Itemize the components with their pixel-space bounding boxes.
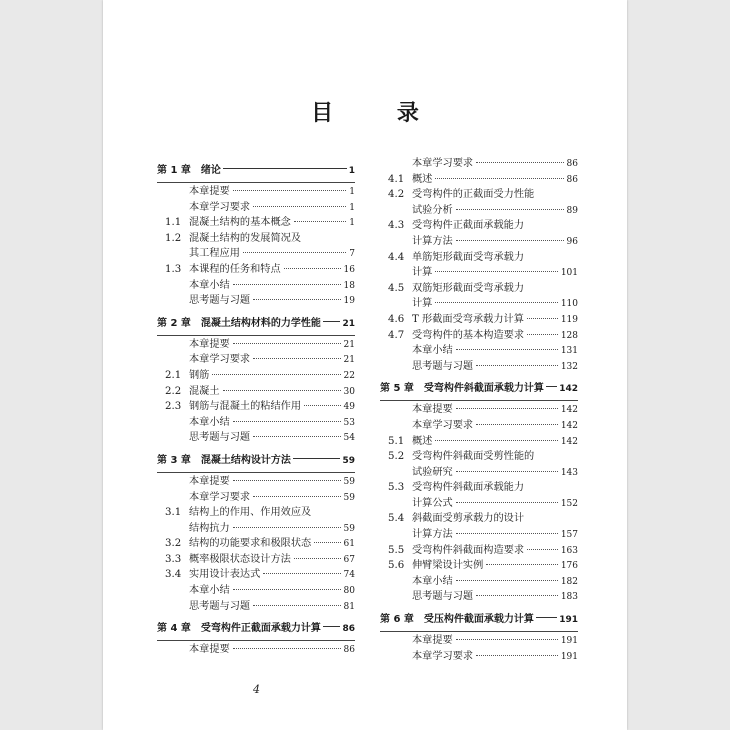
dot-leader [546, 386, 557, 387]
toc-entry[interactable] [380, 558, 578, 574]
entry-page-number: 22 [343, 370, 355, 381]
dot-leader [233, 421, 341, 422]
entry-title: 试验研究 [412, 466, 453, 478]
dot-leader [323, 321, 341, 322]
entry-page-number: 119 [560, 314, 578, 325]
dot-leader [253, 605, 340, 606]
toc-entry-continuation[interactable] [380, 496, 578, 512]
section-number: 5.2 [388, 451, 405, 463]
entry-title: 混凝土结构的基本概念 [189, 217, 291, 229]
entry-page-number: 21 [343, 355, 355, 366]
toc-entry[interactable] [380, 434, 578, 450]
chapter-number: 第 4 章 [157, 623, 191, 635]
chapter-title: 混凝土结构材料的力学性能 [200, 317, 321, 329]
toc-entry-continuation[interactable] [380, 527, 578, 543]
entry-title: 结构的功能要求和极限状态 [189, 538, 312, 550]
dot-leader [527, 318, 558, 319]
entry-page-number: 89 [566, 205, 578, 216]
toc-entry[interactable] [157, 215, 355, 231]
dot-leader [263, 573, 340, 574]
entry-title: 计算方法 [412, 235, 453, 247]
entry-title: 本章学习要求 [189, 354, 251, 366]
book-page [103, 0, 627, 730]
toc-column-right [380, 156, 578, 664]
entry-title: 结构上的作用、作用效应及 [189, 507, 312, 519]
toc-entry[interactable] [157, 337, 355, 353]
toc-entry[interactable] [380, 589, 578, 605]
dot-leader [233, 190, 347, 191]
chapter-divider [157, 472, 355, 473]
entry-title: 其工程应用 [189, 248, 240, 260]
section-number: 4.4 [388, 251, 405, 263]
dot-leader [233, 589, 341, 590]
entry-page-number: 59 [342, 455, 355, 466]
dot-leader [456, 471, 558, 472]
dot-leader [476, 162, 563, 163]
entry-title: 思考题与习题 [412, 591, 474, 603]
entry-title: 伸臂梁设计实例 [412, 560, 484, 572]
toc-entry-continuation[interactable] [380, 296, 578, 312]
toc-entry[interactable] [380, 250, 578, 266]
dot-leader [294, 558, 341, 559]
dot-leader [476, 595, 558, 596]
entry-page-number: 80 [343, 586, 355, 597]
entry-title: 钢筋 [189, 369, 210, 381]
entry-title: 思考题与习题 [412, 360, 474, 372]
entry-page-number: 86 [343, 645, 355, 656]
entry-page-number: 21 [343, 339, 355, 350]
entry-page-number: 30 [343, 386, 355, 397]
section-number: 5.3 [388, 482, 405, 494]
section-number: 3.3 [165, 553, 182, 565]
dot-leader [233, 284, 341, 285]
toc-entry[interactable] [157, 352, 355, 368]
entry-page-number: 1 [349, 202, 355, 213]
toc-entry[interactable] [380, 156, 578, 172]
toc-entry[interactable] [380, 511, 578, 527]
chapter-number: 第 3 章 [157, 454, 191, 466]
chapter-title: 受弯构件斜截面承载力计算 [423, 383, 544, 395]
dot-leader [233, 343, 341, 344]
section-number: 1.2 [165, 232, 182, 244]
toc-entry[interactable] [380, 480, 578, 496]
entry-title: 本章提要 [189, 475, 230, 487]
toc-entry[interactable] [380, 574, 578, 590]
dot-leader [456, 209, 564, 210]
dot-leader [527, 334, 558, 335]
dot-leader [253, 496, 340, 497]
section-number: 2.3 [165, 401, 182, 413]
entry-title: 本章提要 [189, 186, 230, 197]
entry-page-number: 191 [560, 651, 578, 662]
toc-chapter-entry[interactable] [157, 620, 355, 637]
dot-leader [435, 440, 557, 441]
toc-entry[interactable] [380, 449, 578, 465]
dot-leader [456, 349, 558, 350]
entry-page-number: 128 [560, 330, 578, 341]
toc-entry[interactable] [380, 281, 578, 297]
entry-page-number: 132 [560, 361, 578, 372]
entry-title: 本章学习要求 [412, 158, 474, 169]
entry-title: 本章小结 [189, 585, 230, 597]
section-number: 4.6 [388, 313, 405, 325]
dot-leader [253, 358, 340, 359]
section-number: 1.1 [165, 217, 182, 229]
chapter-title: 受弯构件正截面承载力计算 [200, 623, 321, 635]
toc-entry[interactable] [380, 218, 578, 234]
section-number: 4.7 [388, 329, 405, 341]
entry-title: 思考题与习题 [189, 600, 251, 612]
entry-page-number: 101 [560, 268, 578, 279]
entry-page-number: 163 [560, 545, 578, 556]
entry-title: 双筋矩形截面受弯承载力 [412, 282, 525, 294]
entry-page-number: 142 [559, 384, 578, 395]
toc-entry[interactable] [157, 505, 355, 521]
entry-title: 概述 [412, 435, 433, 447]
section-number: 5.4 [388, 513, 405, 525]
entry-title: 试验分析 [412, 204, 453, 216]
toc-entry[interactable] [157, 384, 355, 400]
entry-title: 计算方法 [412, 529, 453, 541]
entry-page-number: 157 [560, 530, 578, 541]
entry-page-number: 86 [566, 159, 578, 169]
section-number: 4.1 [388, 173, 405, 185]
entry-page-number: 59 [343, 492, 355, 503]
dot-leader [476, 424, 558, 425]
section-number: 5.6 [388, 560, 405, 572]
entry-title: 受弯构件斜截面构造要求 [412, 544, 525, 556]
chapter-number: 第 2 章 [157, 317, 191, 329]
entry-page-number: 67 [343, 554, 355, 565]
page-number: 4 [253, 683, 260, 696]
toc-entry[interactable] [157, 583, 355, 599]
entry-page-number: 19 [343, 296, 355, 307]
toc-entry[interactable] [380, 328, 578, 344]
entry-page-number: 142 [560, 420, 578, 431]
toc-entry[interactable] [380, 543, 578, 559]
entry-title: 思考题与习题 [189, 432, 251, 444]
entry-page-number: 183 [560, 592, 578, 603]
chapter-divider [157, 182, 355, 183]
toc-entry[interactable] [380, 402, 578, 418]
entry-page-number: 86 [342, 624, 355, 635]
toc-entry[interactable] [157, 430, 355, 446]
entry-title: 本章学习要求 [189, 491, 251, 503]
entry-title: 本课程的任务和特点 [189, 263, 281, 275]
dot-leader [233, 648, 341, 649]
entry-title: 受弯构件斜截面承载能力 [412, 482, 525, 494]
entry-page-number: 182 [560, 576, 578, 587]
entry-title: 本章小结 [189, 416, 230, 428]
entry-title: 计算公式 [412, 497, 453, 509]
dot-leader [314, 542, 340, 543]
toc-column-left [157, 156, 355, 658]
section-number: 1.3 [165, 263, 182, 275]
chapter-divider [380, 631, 578, 632]
chapter-number: 第 5 章 [380, 383, 414, 395]
dot-leader [486, 564, 558, 565]
dot-leader [243, 252, 346, 253]
entry-title: 混凝土 [189, 385, 220, 397]
entry-title: 钢筋与混凝土的粘结作用 [189, 401, 302, 413]
chapter-title: 混凝土结构设计方法 [200, 454, 291, 466]
dot-leader [456, 533, 558, 534]
entry-page-number: 131 [560, 346, 578, 357]
dot-leader [527, 549, 558, 550]
toc-entry[interactable] [157, 293, 355, 309]
dot-leader [456, 408, 558, 409]
dot-leader [435, 302, 557, 303]
toc-entry[interactable] [157, 415, 355, 431]
toc-entry[interactable] [157, 642, 355, 658]
section-number: 4.3 [388, 220, 405, 232]
toc-entry[interactable] [157, 184, 355, 200]
chapter-number: 第 1 章 [157, 165, 191, 176]
toc-entry[interactable] [380, 633, 578, 649]
entry-page-number: 152 [560, 498, 578, 509]
entry-page-number: 49 [343, 402, 355, 413]
entry-title: 本章小结 [189, 279, 230, 291]
entry-title: 概率极限状态设计方法 [189, 553, 291, 565]
toc-entry-continuation[interactable] [157, 246, 355, 262]
entry-page-number: 54 [343, 433, 355, 444]
toc-entry[interactable] [157, 599, 355, 615]
dot-leader [284, 268, 341, 269]
page-title: 目 录 [311, 101, 447, 126]
entry-page-number: 21 [342, 318, 355, 329]
toc-entry[interactable] [157, 200, 355, 216]
entry-title: 受弯构件的基本构造要求 [412, 329, 525, 341]
dot-leader [253, 436, 340, 437]
toc-entry[interactable] [157, 536, 355, 552]
toc-entry[interactable] [157, 474, 355, 490]
entry-title: 本章提要 [189, 338, 230, 350]
chapter-number: 第 6 章 [380, 614, 414, 626]
toc-entry[interactable] [380, 418, 578, 434]
dot-leader [253, 299, 340, 300]
entry-page-number: 81 [343, 601, 355, 612]
toc-entry[interactable] [380, 187, 578, 203]
section-number: 4.2 [388, 189, 405, 201]
entry-page-number: 176 [560, 561, 578, 572]
entry-title: 本章提要 [412, 635, 453, 647]
toc-entry[interactable] [157, 262, 355, 278]
entry-title: 计算 [412, 298, 433, 310]
section-number: 2.2 [165, 385, 182, 397]
dot-leader [456, 502, 558, 503]
dot-leader [456, 639, 558, 640]
toc-entry[interactable] [380, 359, 578, 375]
section-number: 2.1 [165, 369, 182, 381]
entry-title: 思考题与习题 [189, 295, 251, 307]
chapter-divider [157, 640, 355, 641]
dot-leader [212, 374, 340, 375]
section-number: 3.1 [165, 507, 182, 519]
entry-page-number: 143 [560, 467, 578, 478]
toc-entry-continuation[interactable] [157, 521, 355, 537]
entry-page-number: 1 [349, 218, 355, 229]
toc-chapter-entry[interactable] [157, 162, 355, 179]
dot-leader [476, 365, 558, 366]
toc-entry-continuation[interactable] [380, 234, 578, 250]
entry-title: 受弯构件正截面承载能力 [412, 220, 525, 232]
entry-title: 混凝土结构的发展简况及 [189, 232, 302, 244]
entry-title: T 形截面受弯承载力计算 [412, 313, 524, 325]
entry-page-number: 96 [566, 236, 578, 247]
dot-leader [294, 221, 346, 222]
entry-page-number: 16 [343, 264, 355, 275]
dot-leader [293, 458, 341, 459]
dot-leader [304, 405, 340, 406]
entry-title: 受弯构件的正截面受力性能 [412, 189, 535, 201]
entry-page-number: 142 [560, 405, 578, 416]
entry-page-number: 191 [559, 615, 578, 626]
toc-entry-continuation[interactable] [380, 203, 578, 219]
entry-page-number: 53 [343, 417, 355, 428]
entry-title: 计算 [412, 267, 433, 279]
toc-entry[interactable] [157, 278, 355, 294]
toc-entry[interactable] [157, 399, 355, 415]
toc-entry[interactable] [380, 649, 578, 665]
chapter-title: 受压构件截面承载力计算 [423, 614, 534, 626]
entry-title: 本章提要 [189, 644, 230, 656]
entry-page-number: 110 [560, 299, 578, 310]
entry-title: 受弯构件斜截面受剪性能的 [412, 451, 535, 463]
dot-leader [223, 168, 347, 169]
entry-title: 本章小结 [412, 345, 453, 357]
dot-leader [323, 626, 341, 627]
toc-entry[interactable] [380, 312, 578, 328]
entry-title: 单筋矩形截面受弯承载力 [412, 251, 525, 263]
entry-page-number: 142 [560, 436, 578, 447]
entry-title: 本章提要 [412, 404, 453, 416]
dot-leader [456, 240, 564, 241]
entry-title: 结构抗力 [189, 522, 230, 534]
toc-entry[interactable] [380, 172, 578, 188]
entry-page-number: 59 [343, 523, 355, 534]
dot-leader [223, 390, 341, 391]
toc-chapter-entry[interactable] [380, 380, 578, 397]
toc-chapter-entry[interactable] [380, 611, 578, 628]
dot-leader [233, 480, 341, 481]
section-number: 5.1 [388, 435, 405, 447]
entry-title: 本章学习要求 [412, 650, 474, 662]
dot-leader [435, 271, 557, 272]
entry-page-number: 59 [343, 476, 355, 487]
chapter-divider [380, 400, 578, 401]
section-number: 4.5 [388, 282, 405, 294]
entry-page-number: 86 [566, 174, 578, 185]
toc-entry[interactable] [157, 368, 355, 384]
entry-page-number: 61 [343, 539, 355, 550]
entry-page-number: 7 [349, 249, 355, 260]
section-number: 3.2 [165, 538, 182, 550]
toc-entry-continuation[interactable] [380, 265, 578, 281]
toc-entry[interactable] [380, 343, 578, 359]
toc-entry-continuation[interactable] [380, 465, 578, 481]
dot-leader [233, 527, 341, 528]
toc-entry[interactable] [157, 567, 355, 583]
dot-leader [456, 580, 558, 581]
toc-chapter-entry[interactable] [157, 315, 355, 332]
chapter-divider [157, 335, 355, 336]
entry-page-number: 1 [348, 166, 355, 176]
entry-title: 实用设计表达式 [189, 569, 261, 581]
entry-page-number: 191 [560, 636, 578, 647]
entry-page-number: 74 [343, 570, 355, 581]
chapter-title: 绪论 [200, 165, 221, 176]
entry-page-number: 1 [349, 187, 355, 197]
dot-leader [476, 655, 558, 656]
entry-title: 本章学习要求 [412, 419, 474, 431]
toc-entry[interactable] [157, 231, 355, 247]
toc-entry[interactable] [157, 490, 355, 506]
entry-title: 本章小结 [412, 575, 453, 587]
entry-title: 概述 [412, 173, 433, 185]
toc-entry[interactable] [157, 552, 355, 568]
section-number: 3.4 [165, 569, 182, 581]
dot-leader [435, 178, 563, 179]
entry-title: 斜截面受剪承载力的设计 [412, 513, 525, 525]
toc-chapter-entry[interactable] [157, 452, 355, 469]
entry-title: 本章学习要求 [189, 201, 251, 213]
section-number: 5.5 [388, 544, 405, 556]
dot-leader [253, 206, 346, 207]
dot-leader [536, 617, 557, 618]
entry-page-number: 18 [343, 280, 355, 291]
